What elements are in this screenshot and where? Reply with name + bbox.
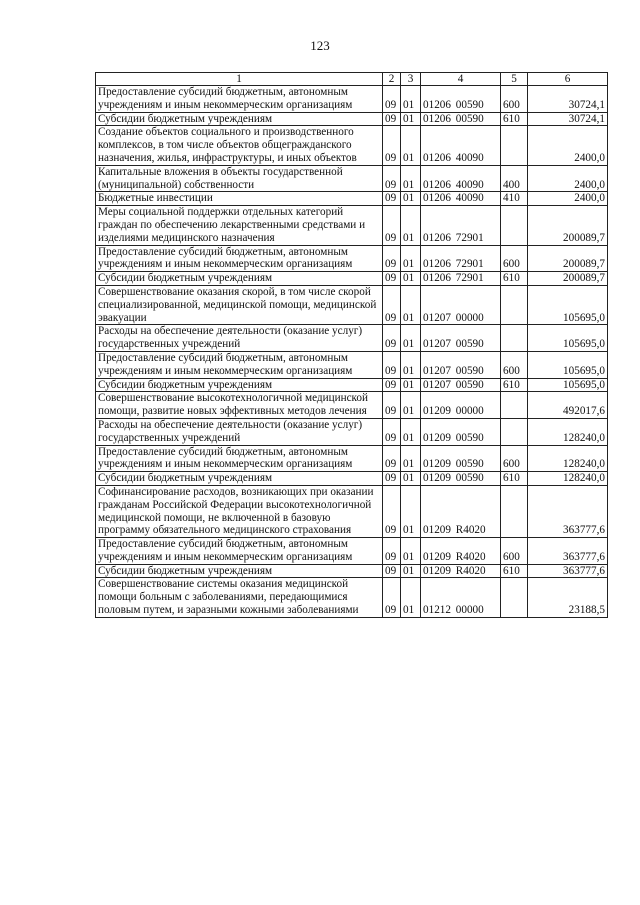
row-name-cell: Предоставление субсидий бюджетным, автономным учреждениям и иным некоммерческим организациям xyxy=(96,445,383,472)
row-section-cell: 09 xyxy=(383,126,401,165)
row-expense-type-cell xyxy=(501,126,528,165)
row-amount-cell: 2400,0 xyxy=(528,126,608,165)
row-target-article-cell: 01209 R4020 xyxy=(421,538,501,565)
row-name-cell: Софинансирование расходов, возникающих при оказании гражданам Российской Федерации высокотехнологичной медицинской помощи, не включенной в базовую программу обязательного медицинского страхования xyxy=(96,485,383,537)
row-amount-cell: 2400,0 xyxy=(528,165,608,192)
row-amount-cell: 128240,0 xyxy=(528,445,608,472)
row-amount-cell: 363777,6 xyxy=(528,485,608,537)
row-name-cell: Расходы на обеспечение деятельности (оказание услуг) государственных учреждений xyxy=(96,418,383,445)
row-name-cell: Субсидии бюджетным учреждениям xyxy=(96,272,383,286)
row-expense-type-cell: 600 xyxy=(501,86,528,113)
table-row xyxy=(96,472,608,486)
row-name-cell: Совершенствование оказания скорой, в том числе скорой специализированной, медицинской помощи, медицинской эвакуации xyxy=(96,285,383,324)
row-amount-cell: 200089,7 xyxy=(528,245,608,272)
row-amount-cell: 200089,7 xyxy=(528,206,608,245)
row-expense-type-cell xyxy=(501,418,528,445)
row-amount-cell: 200089,7 xyxy=(528,272,608,286)
row-section-cell: 09 xyxy=(383,206,401,245)
row-target-article-cell: 01207 00000 xyxy=(421,285,501,324)
row-subsection-cell: 01 xyxy=(401,485,421,537)
row-expense-type-cell xyxy=(501,485,528,537)
row-section-cell: 09 xyxy=(383,538,401,565)
row-expense-type-cell xyxy=(501,285,528,324)
row-expense-type-cell: 610 xyxy=(501,378,528,392)
table-row xyxy=(96,245,608,272)
row-amount-cell: 492017,6 xyxy=(528,392,608,419)
row-subsection-cell: 01 xyxy=(401,192,421,206)
row-name-cell: Субсидии бюджетным учреждениям xyxy=(96,564,383,578)
table-row xyxy=(96,192,608,206)
table-row xyxy=(96,578,608,617)
table-row xyxy=(96,538,608,565)
row-name-cell: Предоставление субсидий бюджетным, автономным учреждениям и иным некоммерческим организациям xyxy=(96,538,383,565)
row-section-cell: 09 xyxy=(383,112,401,126)
table-body xyxy=(96,86,608,618)
row-amount-cell: 30724,1 xyxy=(528,112,608,126)
row-section-cell: 09 xyxy=(383,418,401,445)
table-row xyxy=(96,206,608,245)
table-row xyxy=(96,285,608,324)
table-row xyxy=(96,86,608,113)
row-name-cell: Меры социальной поддержки отдельных категорий граждан по обеспечению лекарственными средствами и изделиями медицинского назначения xyxy=(96,206,383,245)
row-expense-type-cell: 600 xyxy=(501,245,528,272)
row-subsection-cell: 01 xyxy=(401,538,421,565)
row-name-cell: Совершенствование высокотехнологичной медицинской помощи, развитие новых эффективных методов лечения xyxy=(96,392,383,419)
table-row xyxy=(96,272,608,286)
row-target-article-cell: 01207 00590 xyxy=(421,378,501,392)
row-subsection-cell: 01 xyxy=(401,325,421,352)
table-row xyxy=(96,418,608,445)
row-target-article-cell: 01209 00590 xyxy=(421,445,501,472)
table-row xyxy=(96,112,608,126)
row-amount-cell: 363777,6 xyxy=(528,538,608,565)
row-name-cell: Предоставление субсидий бюджетным, автономным учреждениям и иным некоммерческим организациям xyxy=(96,351,383,378)
row-expense-type-cell: 610 xyxy=(501,564,528,578)
row-target-article-cell: 01209 00000 xyxy=(421,392,501,419)
row-subsection-cell: 01 xyxy=(401,445,421,472)
row-target-article-cell: 01207 00590 xyxy=(421,325,501,352)
row-amount-cell: 105695,0 xyxy=(528,351,608,378)
row-name-cell: Предоставление субсидий бюджетным, автономным учреждениям и иным некоммерческим организациям xyxy=(96,245,383,272)
row-name-cell: Расходы на обеспечение деятельности (оказание услуг) государственных учреждений xyxy=(96,325,383,352)
row-amount-cell: 128240,0 xyxy=(528,472,608,486)
row-target-article-cell: 01206 40090 xyxy=(421,126,501,165)
row-section-cell: 09 xyxy=(383,245,401,272)
table-row xyxy=(96,485,608,537)
row-subsection-cell: 01 xyxy=(401,112,421,126)
row-section-cell: 09 xyxy=(383,472,401,486)
table-row xyxy=(96,165,608,192)
row-target-article-cell: 01206 40090 xyxy=(421,165,501,192)
row-target-article-cell: 01209 R4020 xyxy=(421,564,501,578)
row-expense-type-cell: 600 xyxy=(501,538,528,565)
row-name-cell: Капитальные вложения в объекты государственной (муниципальной) собственности xyxy=(96,165,383,192)
row-amount-cell: 105695,0 xyxy=(528,285,608,324)
row-name-cell: Бюджетные инвестиции xyxy=(96,192,383,206)
table-row xyxy=(96,351,608,378)
row-expense-type-cell: 610 xyxy=(501,272,528,286)
row-amount-cell: 128240,0 xyxy=(528,418,608,445)
row-section-cell: 09 xyxy=(383,272,401,286)
row-expense-type-cell: 600 xyxy=(501,351,528,378)
row-subsection-cell: 01 xyxy=(401,206,421,245)
row-amount-cell: 23188,5 xyxy=(528,578,608,617)
row-target-article-cell: 01206 00590 xyxy=(421,112,501,126)
row-subsection-cell: 01 xyxy=(401,578,421,617)
row-subsection-cell: 01 xyxy=(401,418,421,445)
row-target-article-cell: 01209 00590 xyxy=(421,472,501,486)
header-col-4: 4 xyxy=(421,73,501,86)
table-row xyxy=(96,126,608,165)
header-col-6: 6 xyxy=(528,73,608,86)
row-name-cell: Субсидии бюджетным учреждениям xyxy=(96,112,383,126)
row-target-article-cell: 01206 72901 xyxy=(421,272,501,286)
row-expense-type-cell: 610 xyxy=(501,112,528,126)
row-section-cell: 09 xyxy=(383,378,401,392)
row-section-cell: 09 xyxy=(383,192,401,206)
row-name-cell: Субсидии бюджетным учреждениям xyxy=(96,378,383,392)
row-expense-type-cell xyxy=(501,206,528,245)
row-expense-type-cell xyxy=(501,578,528,617)
header-col-3: 3 xyxy=(401,73,421,86)
budget-table xyxy=(95,72,608,618)
row-subsection-cell: 01 xyxy=(401,126,421,165)
row-section-cell: 09 xyxy=(383,445,401,472)
row-target-article-cell: 01212 00000 xyxy=(421,578,501,617)
row-expense-type-cell: 410 xyxy=(501,192,528,206)
row-expense-type-cell: 400 xyxy=(501,165,528,192)
row-amount-cell: 105695,0 xyxy=(528,325,608,352)
table-row xyxy=(96,325,608,352)
row-name-cell: Создание объектов социального и производственного комплексов, в том числе объектов общегражданского назначения, жилья, инфраструктуры, и иных объектов xyxy=(96,126,383,165)
row-section-cell: 09 xyxy=(383,485,401,537)
row-amount-cell: 363777,6 xyxy=(528,564,608,578)
row-subsection-cell: 01 xyxy=(401,392,421,419)
row-amount-cell: 30724,1 xyxy=(528,86,608,113)
row-subsection-cell: 01 xyxy=(401,86,421,113)
row-subsection-cell: 01 xyxy=(401,378,421,392)
header-col-1: 1 xyxy=(96,73,383,86)
row-target-article-cell: 01206 72901 xyxy=(421,206,501,245)
page-number: 123 xyxy=(310,38,330,53)
row-target-article-cell: 01207 00590 xyxy=(421,351,501,378)
row-subsection-cell: 01 xyxy=(401,165,421,192)
header-col-5: 5 xyxy=(501,73,528,86)
row-section-cell: 09 xyxy=(383,325,401,352)
row-section-cell: 09 xyxy=(383,351,401,378)
row-subsection-cell: 01 xyxy=(401,564,421,578)
row-subsection-cell: 01 xyxy=(401,351,421,378)
row-target-article-cell: 01206 40090 xyxy=(421,192,501,206)
row-section-cell: 09 xyxy=(383,165,401,192)
row-expense-type-cell: 600 xyxy=(501,445,528,472)
row-expense-type-cell xyxy=(501,392,528,419)
row-target-article-cell: 01206 00590 xyxy=(421,86,501,113)
row-name-cell: Предоставление субсидий бюджетным, автономным учреждениям и иным некоммерческим организациям xyxy=(96,86,383,113)
table-row xyxy=(96,564,608,578)
row-section-cell: 09 xyxy=(383,285,401,324)
row-section-cell: 09 xyxy=(383,392,401,419)
row-expense-type-cell: 610 xyxy=(501,472,528,486)
row-subsection-cell: 01 xyxy=(401,272,421,286)
header-col-2: 2 xyxy=(383,73,401,86)
row-target-article-cell: 01209 R4020 xyxy=(421,485,501,537)
row-subsection-cell: 01 xyxy=(401,285,421,324)
table-row xyxy=(96,445,608,472)
table-header-row xyxy=(96,73,608,86)
table-row xyxy=(96,392,608,419)
row-section-cell: 09 xyxy=(383,564,401,578)
row-section-cell: 09 xyxy=(383,86,401,113)
row-amount-cell: 105695,0 xyxy=(528,378,608,392)
row-name-cell: Совершенствование системы оказания медицинской помощи больным с заболеваниями, передающимися половым путем, и заразными кожными заболеваниями xyxy=(96,578,383,617)
table-row xyxy=(96,378,608,392)
row-expense-type-cell xyxy=(501,325,528,352)
row-target-article-cell: 01209 00590 xyxy=(421,418,501,445)
row-section-cell: 09 xyxy=(383,578,401,617)
row-name-cell: Субсидии бюджетным учреждениям xyxy=(96,472,383,486)
row-amount-cell: 2400,0 xyxy=(528,192,608,206)
row-subsection-cell: 01 xyxy=(401,245,421,272)
row-subsection-cell: 01 xyxy=(401,472,421,486)
row-target-article-cell: 01206 72901 xyxy=(421,245,501,272)
